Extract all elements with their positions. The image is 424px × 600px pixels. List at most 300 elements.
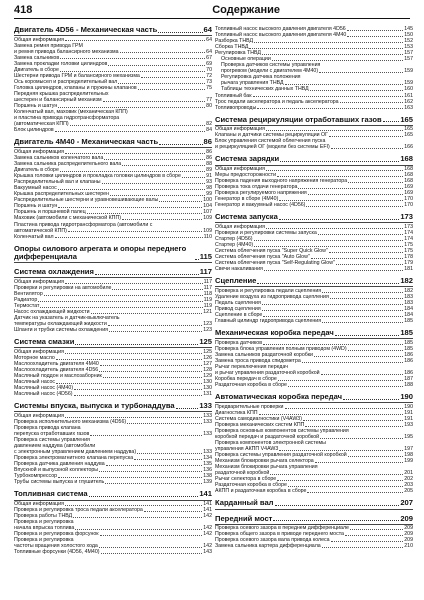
leader-dots (285, 84, 404, 85)
toc-entry[interactable] (215, 202, 413, 208)
entry-page-number: 99 (206, 191, 212, 198)
section-title: Передний мост (215, 513, 273, 523)
entry-title: коробкой передач и раздаточной коробкой (215, 434, 320, 440)
entry-title: Двигатель в сборе (14, 66, 59, 73)
entry-page-number: 162 (404, 98, 413, 105)
toc-entry[interactable] (215, 318, 413, 324)
entry-page-number: 186 (404, 351, 413, 358)
leader-dots (280, 161, 399, 162)
entry-title: Проверка электромагнитного клапана перепуска (14, 455, 134, 462)
leader-dots (350, 529, 403, 530)
entry-page-number: 77 (206, 97, 212, 104)
leader-dots (158, 32, 202, 33)
entry-page-number: 165 (404, 132, 413, 139)
entry-title: Проверка системы управления (14, 437, 90, 444)
entry-page-number: 181 (404, 266, 413, 273)
entry-title: Пластина привода гидротрансформатора (автомобили с (14, 221, 153, 228)
entry-page-number: 157 (404, 56, 413, 63)
toc-left-column (14, 26, 212, 555)
entry-title: Двигатель в сборе (14, 167, 59, 174)
section-page-number: 86 (203, 137, 212, 147)
toc-section-heading[interactable] (215, 155, 413, 164)
leader-dots (308, 194, 403, 195)
leader-dots (100, 365, 202, 366)
leader-dots (60, 71, 205, 72)
entry-title: Проверка тока отдачи генератора (215, 184, 298, 191)
entry-page-number: 173 (404, 223, 413, 230)
entry-title: Главный цилиндр гидропривода сцепления (215, 318, 322, 325)
entry-page-number: 184 (404, 306, 413, 313)
entry-page-number: 201 (404, 470, 413, 477)
entry-title: Проверка привода клапана (14, 425, 81, 431)
entry-page-number: 82 (206, 121, 212, 128)
section-page-number: 165 (400, 114, 413, 124)
entry-page-number: 119 (203, 303, 212, 310)
section-page-number: 207 (400, 498, 413, 508)
entry-title: рычага управления ТНВД (221, 80, 284, 87)
entry-page-number: 109 (203, 215, 212, 222)
leader-dots (105, 483, 202, 484)
section-title: Сцепление (215, 276, 257, 286)
entry-title: Педаль сцепления (215, 300, 261, 307)
leader-dots (331, 541, 404, 542)
entry-page-number: 91 (206, 173, 212, 180)
leader-dots (122, 165, 205, 166)
toc-section-heading[interactable] (215, 515, 413, 524)
entry-page-number: 170 (404, 196, 413, 203)
leader-dots (262, 304, 403, 305)
entry-page-number: 209 (404, 537, 413, 544)
leader-dots (65, 353, 202, 354)
entry-page-number: 86 (206, 148, 212, 155)
toc-section-heading[interactable] (215, 329, 413, 338)
entry-page-number: 160 (404, 86, 413, 93)
section-page-number: 115 (199, 252, 212, 262)
entry-title: Проверка компонентов электронной системы (215, 440, 326, 447)
entry-title: Проверка осевого зазора в переднем дифференциале (215, 525, 349, 532)
entry-page-number: 184 (404, 312, 413, 319)
entry-title: Общая информация (215, 166, 265, 173)
entry-title: Общая информация (14, 278, 64, 285)
page-header (14, 3, 410, 17)
entry-title: температуры охлаждающей жидкости (14, 321, 107, 328)
entry-title: Проверка регулируемого напряжения (215, 190, 307, 197)
entry-page-number: 69 (206, 60, 212, 67)
entry-page-number: 209 (404, 531, 413, 538)
entry-title: Проверка падения выходного напряжения генератора (215, 178, 348, 185)
section-title: Система смазки (14, 337, 75, 347)
entry-page-number: 185 (404, 345, 413, 352)
entry-title: Поршень и шатун (14, 103, 58, 110)
leader-dots (277, 176, 403, 177)
leader-dots (254, 240, 404, 241)
entry-title: Термостат (14, 303, 40, 310)
entry-title: Привод сцепления (215, 306, 261, 313)
entry-page-number: 93 (206, 179, 212, 186)
leader-dots (329, 252, 403, 253)
entry-title: Проверка осевого зазора вала привода колеса (215, 537, 330, 544)
entry-page-number: 141 (203, 507, 212, 514)
leader-dots (331, 148, 403, 149)
entry-title: Коробка передач в сборе (215, 376, 277, 383)
entry-page-number: 128 (203, 367, 212, 374)
leader-dots (137, 453, 202, 454)
entry-title: Шланги и трубки системы охлаждения (14, 327, 108, 334)
leader-dots (264, 270, 403, 271)
entry-page-number: 88 (206, 161, 212, 168)
leader-dots (104, 159, 205, 160)
leader-dots (318, 234, 403, 235)
entry-page-number: 182 (404, 287, 413, 294)
leader-dots (73, 517, 202, 518)
entry-title: Общая информация (215, 223, 265, 230)
leader-dots (335, 335, 399, 336)
entry-page-number: 159 (404, 80, 413, 87)
entry-title: Моторное масло (14, 354, 55, 361)
entry-page-number: 183 (404, 300, 413, 307)
entry-title: Проверка механических систем КПП (215, 421, 305, 428)
entry-title: Топливопроводы (215, 104, 257, 111)
section-title: Двигатель 4D56 - Механическая часть (14, 25, 158, 34)
leader-dots (321, 374, 404, 375)
entry-title: Регулировка ТНВД (215, 50, 261, 57)
leader-dots (127, 423, 202, 424)
toc-entry[interactable] (215, 488, 413, 494)
entry-page-number: 185 (404, 339, 413, 346)
leader-dots (55, 131, 205, 132)
entry-page-number: 142 (203, 513, 212, 520)
entry-page-number: 209 (404, 525, 413, 532)
toc-entry[interactable] (215, 382, 413, 388)
entry-title: Передняя крышка распределительных (14, 91, 109, 98)
entry-page-number: 190 (404, 403, 413, 410)
entry-title: Проверка и регулировка троса педали акселератора (14, 507, 143, 514)
entry-page-number: 198 (404, 452, 413, 459)
entry-title: Топливный насос высокого давления двигателя 4D56 (215, 26, 346, 32)
entry-page-number: 86 (206, 154, 212, 161)
entry-title: Распределительные шестерни и уравновешивающие валы (14, 197, 159, 204)
entry-page-number: 72 (206, 72, 212, 79)
section-page-number: 190 (400, 392, 413, 402)
entry-title: Стартер (4D56) (215, 236, 253, 243)
entry-title: Сцепление в сборе (215, 312, 263, 319)
entry-title: Проверки и регулировки на автомобиле (14, 284, 112, 291)
toc-entry[interactable] (215, 144, 413, 150)
entry-page-number: 169 (404, 190, 413, 197)
entry-title: Диагностика КПП (215, 409, 258, 416)
section-page-number: 173 (400, 212, 413, 222)
entry-title: Топливные форсунки (4D56, 4M40) (14, 549, 100, 556)
leader-dots (65, 153, 205, 154)
section-title: Двигатель 4M40 - Механическая часть (14, 137, 159, 147)
leader-dots (311, 258, 403, 259)
leader-dots (288, 486, 403, 487)
toc-section-heading[interactable] (14, 245, 212, 262)
leader-dots (87, 213, 202, 214)
leader-dots (58, 207, 202, 208)
entry-title: Сборка ТНВД (215, 44, 249, 51)
toc-entry[interactable] (14, 391, 212, 397)
leader-dots (65, 283, 203, 284)
toc-section-heading[interactable] (215, 116, 413, 125)
leader-dots (138, 89, 205, 90)
entry-page-number: 138 (203, 473, 212, 480)
leader-dots (262, 310, 404, 311)
leader-dots (330, 298, 403, 299)
leader-dots (159, 144, 202, 145)
entry-page-number: 104 (203, 203, 212, 210)
leader-dots (348, 456, 404, 457)
entry-page-number: 142 (203, 531, 212, 538)
entry-title: Проверка работы ТНВД (14, 513, 73, 520)
leader-dots (266, 170, 403, 171)
leader-dots (182, 177, 205, 178)
toc-section-heading[interactable] (215, 213, 413, 222)
entry-page-number: 166 (404, 144, 413, 151)
section-title: Система охлаждения (14, 267, 94, 277)
entry-title: Вентилятор (14, 291, 43, 298)
entry-page-number: 141 (203, 501, 212, 508)
entry-title: частоты вращения холостого хода (14, 543, 98, 550)
leader-dots (120, 52, 206, 53)
entry-title: Проверка датчиков (215, 339, 262, 346)
leader-dots (257, 108, 403, 109)
entry-title: (автоматическая КПП) (14, 121, 69, 128)
entry-title: Шестерни привода ГРМ и балансирного механизма (14, 72, 140, 79)
entry-title: Маслоохладитель двигателя 4M40 (14, 361, 99, 368)
leader-dots (176, 408, 199, 409)
leader-dots (306, 206, 403, 207)
leader-dots (89, 496, 199, 497)
leader-dots (347, 30, 404, 31)
entry-title: Меры предосторожности (215, 172, 277, 179)
entry-page-number: 202 (404, 476, 413, 483)
leader-dots (340, 102, 404, 103)
entry-page-number: 123 (203, 327, 212, 334)
entry-page-number: 168 (404, 172, 413, 179)
leader-dots (266, 228, 403, 229)
toc-section-heading[interactable] (14, 402, 212, 411)
leader-dots (122, 219, 202, 220)
entry-page-number: 195 (404, 434, 413, 440)
section-title: Система зарядки (215, 154, 280, 164)
entry-page-number: 117 (203, 284, 212, 291)
toc-section-heading[interactable] (14, 268, 212, 277)
entry-title: АКПП и раздаточная коробка в сборе (215, 488, 307, 495)
leader-dots (134, 459, 202, 460)
toc-entry[interactable] (14, 549, 212, 555)
leader-dots (58, 189, 205, 190)
toc-section-heading[interactable] (215, 277, 413, 286)
leader-dots (75, 529, 202, 530)
leader-dots (279, 219, 399, 220)
section-title: Системы впуска, выпуска и турбонаддува (14, 401, 175, 411)
entry-page-number: 73 (206, 78, 212, 85)
toc-entry[interactable] (14, 327, 212, 333)
leader-dots (278, 380, 403, 381)
entry-title: и пластина привода гидротрансформатора (14, 115, 120, 122)
entry-title: Общая информация (215, 126, 265, 133)
entry-page-number: 165 (404, 126, 413, 133)
toc-entry[interactable] (215, 266, 413, 272)
entry-title: Масляный насос (14, 379, 55, 386)
entry-title: Разборка ТНВД (215, 38, 254, 45)
entry-title: Предварительные проверки (215, 403, 284, 410)
leader-dots (303, 420, 403, 421)
entry-title: Проверка системы управления раздаточной коробкой (215, 452, 347, 459)
toc-section-heading[interactable] (215, 499, 413, 508)
leader-dots (68, 231, 202, 232)
leader-dots (298, 188, 403, 189)
entry-page-number: 161 (404, 92, 413, 99)
entry-title: Коленчатый вал (14, 233, 54, 240)
entry-title: Крышка головки цилиндров и прокладка головки цилиндров в сборе (14, 173, 181, 180)
toc-section-heading[interactable] (14, 490, 212, 499)
entry-page-number: 150 (404, 32, 413, 39)
toc-entry[interactable] (215, 543, 413, 549)
entry-title: Замена сальников раздаточной коробки (215, 351, 313, 358)
leader-dots (254, 246, 403, 247)
toc-entry[interactable] (14, 479, 212, 485)
entry-title: Ось коромысел и распределительный вал (14, 78, 118, 85)
entry-page-number: 126 (203, 354, 212, 361)
entry-title: Крышка распределительных шестерен (14, 191, 109, 198)
leader-dots (60, 171, 205, 172)
entry-title: управления АКПП V4AW3 (215, 446, 279, 453)
entry-page-number: 199 (404, 458, 413, 465)
leader-dots (58, 107, 205, 108)
toc-section-heading[interactable] (14, 138, 212, 147)
toc-entry[interactable] (14, 127, 212, 133)
leader-dots (60, 58, 205, 59)
entry-title: прогревом (модели с двигателем 4M40) (221, 68, 319, 75)
entry-title: Раздаточная коробка в сборе (215, 482, 287, 489)
entry-page-number: 133 (203, 431, 212, 438)
entry-page-number: 157 (404, 50, 413, 57)
entry-title: Замена сальника картера дифференциала (215, 543, 321, 550)
leader-dots (58, 477, 202, 478)
entry-title: Удаление воздуха из гидропривода сцепления (215, 293, 329, 300)
leader-dots (74, 395, 203, 396)
leader-dots (249, 48, 403, 49)
leader-dots (99, 371, 202, 372)
leader-dots (314, 356, 403, 357)
leader-dots (101, 553, 203, 554)
entry-page-number: 107 (203, 209, 212, 216)
entry-page-number: 152 (404, 38, 413, 45)
page-number: 418 (14, 4, 33, 16)
leader-dots (38, 301, 202, 302)
entry-page-number: 64 (206, 36, 212, 43)
leader-dots (110, 195, 205, 196)
entry-title: Проверка общего зазора в приводе переднего моста (215, 531, 344, 538)
entry-page-number: 134 (203, 455, 212, 462)
leader-dots (257, 283, 399, 284)
entry-page-number: 142 (203, 525, 212, 532)
entry-page-number: 186 (404, 357, 413, 364)
leader-dots (262, 54, 403, 55)
entry-page-number: 174 (404, 230, 413, 236)
entry-page-number: 183 (404, 293, 413, 300)
entry-title: Свечи накаливания (215, 266, 263, 273)
leader-dots (305, 426, 403, 427)
entry-title: Общая информация (14, 36, 64, 43)
entry-page-number: 205 (404, 488, 413, 495)
leader-dots (56, 383, 202, 384)
leader-dots (319, 72, 403, 73)
entry-page-number: 129 (203, 373, 212, 380)
entry-page-number: 119 (203, 297, 212, 304)
entry-page-number: 179 (404, 260, 413, 267)
entry-title: Система облегчения пуска "Super Quick Glow" (215, 248, 328, 255)
entry-page-number: 100 (203, 197, 212, 204)
toc-section-heading[interactable] (14, 338, 212, 347)
entry-page-number: 193 (404, 421, 413, 428)
section-page-number: 125 (199, 337, 212, 347)
entry-page-number: 131 (203, 391, 212, 398)
leader-dots (254, 42, 403, 43)
entry-title: Поршень и шатун (14, 203, 58, 210)
entry-title: Проверка блока управления полным приводом (4WD) (215, 345, 347, 352)
page-title: Содержание (212, 4, 280, 16)
toc-entry[interactable] (14, 234, 212, 240)
entry-title: Поршень и поршневой палец (14, 209, 86, 216)
leader-dots (288, 386, 403, 387)
entry-title: Радиатор (14, 297, 38, 304)
entry-title: Распределительный вал и клапаны (14, 179, 101, 186)
section-title: Система рециркуляции отработавших газов (215, 114, 382, 124)
entry-title: и ремня привода балансирного механизма (14, 48, 119, 55)
leader-dots (91, 313, 203, 314)
entry-page-number: 197 (404, 446, 413, 453)
section-page-number: 141 (199, 489, 212, 499)
entry-title: Общая информация (14, 412, 64, 419)
entry-page-number: 153 (404, 44, 413, 51)
toc-entry[interactable] (215, 105, 413, 111)
section-title: Топливная система (14, 489, 88, 499)
leader-dots (273, 520, 399, 521)
entry-title: Проверки и регулировки системы запуска (215, 230, 317, 236)
entry-page-number: 174 (404, 236, 413, 243)
leader-dots (55, 237, 203, 238)
leader-dots (329, 136, 403, 137)
entry-page-number: 136 (203, 467, 212, 474)
entry-title: Система самодиагностики (V4AW3) (215, 415, 302, 422)
entry-title: Регулировка датчика положения (221, 74, 301, 81)
entry-title: Клапаны и датчики системы рециркуляции ОГ (215, 132, 328, 139)
entry-title: Вакуумный насос (14, 185, 57, 192)
entry-page-number: 89 (206, 167, 212, 174)
entry-title: и рычаг управления раздаточной коробкой (215, 370, 320, 377)
leader-dots (195, 259, 199, 260)
entry-title: Раздаточная коробка в сборе (215, 382, 287, 389)
toc-section-heading[interactable] (215, 393, 413, 402)
entry-page-number: 70 (206, 66, 212, 73)
leader-dots (106, 465, 203, 466)
entry-page-number: 110 (203, 233, 212, 240)
leader-dots (272, 60, 403, 61)
leader-dots (315, 462, 404, 463)
leader-dots (322, 547, 404, 548)
leader-dots (102, 183, 206, 184)
entry-title: и рециркуляцией ОГ (модели без системы EFI) (215, 144, 330, 151)
leader-dots (108, 325, 202, 326)
entry-page-number: 145 (404, 26, 413, 32)
toc-section-heading[interactable] (14, 26, 212, 35)
leader-dots (263, 344, 403, 345)
entry-page-number: 178 (404, 254, 413, 261)
entry-page-number: 175 (404, 242, 413, 249)
